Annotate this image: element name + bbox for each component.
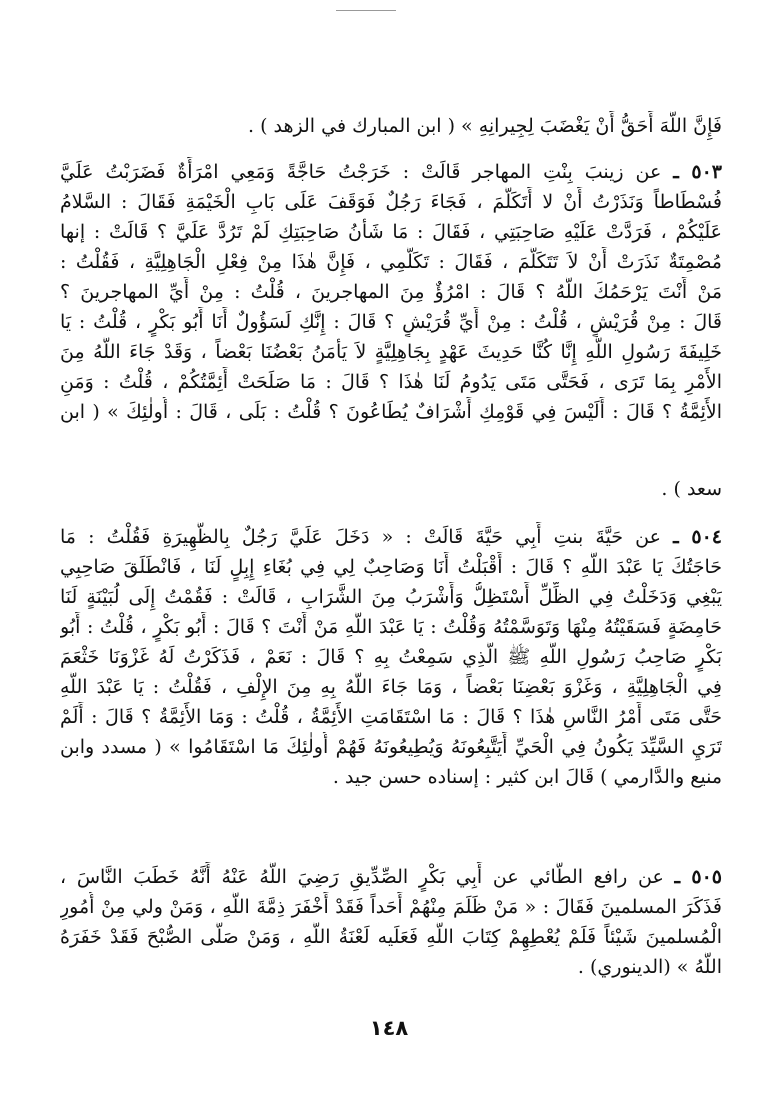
hadith-504-line-4: حَامِضَةٍ فَسَقَيْتُهُ مِنْهَا وَتَوَسَّمْتُهُ وَقُلْتُ : يَا عَبْدَ اللَّهِ مَنْ أَنْتَ ؟ قَالَ : أَبُو بَكْرٍ ، قُلْتُ : أَبُو: [60, 616, 722, 638]
hadith-503-line-9: الأَئِمَّةُ ؟ قَالَ : أَلَيْسَ فِي قَوْمِكِ أَشْرَافٌ يُطَاعُونَ ؟ قُلْتُ : بَلَى ، قَالَ : أُولٰئِكَ » ( ابن: [60, 401, 722, 423]
hadith-503-line-8: الأَمْرِ بِمَا تَرَى ، فَحَتَّى مَتَى يَدُومُ لَنَا هٰذَا ؟ قَالَ : مَا صَلَحَتْ أَئِمَّتُكُمْ ، قُلْتُ : وَمَنِ: [60, 371, 722, 393]
hadith-504-line-9: منيع والدَّارمي ) قَالَ ابن كثير : إسناده حسن جيد .: [332, 766, 722, 788]
page-number: ١٤٨: [369, 1016, 409, 1040]
hadith-504-line-6: فِي الْجَاهِلِيَّةِ ، وَغَزْوَ بَعْضِنَا بَعْضاً ، وَمَا جَاءَ اللَّهُ بِهِ مِنَ الإِلْفِ ، فَقُلْتُ : يَا عَبْدَ اللَّهِ: [60, 676, 722, 698]
hadith-504-line-2: حَاجَتُكَ يَا عَبْدَ اللَّهِ ؟ قَالَ : أَقْبَلْتُ أَنَا وَصَاحِبٌ لِي فِي بُغَاءِ إِبِلٍ لَنَا ، فَانْطَلَقَ صَاحِبِي: [60, 556, 722, 578]
hadith-504-number: ٥٠٤ ـ: [673, 526, 722, 548]
hadith-505-line-3: الْمُسلمينَ شَيْئاً فَلَمْ يُعْطِهِمْ كِتَابَ اللَّهِ فَعَلَيه لَعْنَةُ اللَّهِ ، وَمَنْ صَلَّى الصُّبْحَ فَقَدْ خَفَرَهُ: [60, 926, 722, 948]
hadith-504-line-7: حَتَّى مَتَى أَمْرُ النَّاسِ هٰذَا ؟ قَالَ : مَا اسْتَقَامَتِ الأَئِمَّةُ ، قُلْتُ : وَمَا الأَئِمَّةُ ؟ قَالَ : أَلَمْ: [60, 706, 722, 728]
hadith-503-line-1: ٥٠٣ ـ عن زينبَ بِنْتِ المهاجر قَالَتْ : خَرَجْتُ حَاجَّةً وَمَعِي امْرَأَةٌ فَضَرَبْتُ عَلَيَّ: [60, 161, 722, 183]
hadith-504-line-8: تَرَيِ السَّيِّدَ يَكُونُ فِي الْحَيِّ أَيَتَّبِعُونَهُ وَيُطِيعُونَهُ فَهُمْ أُولٰئِكَ مَا اسْتَقَامُوا » ( مسدد وابن: [60, 736, 722, 758]
opening-line: فَإِنَّ اللَّهَ أَحَقُّ أَنْ يَغْضَبَ لِجِيرانِهِ » ( ابن المبارك في الزهد ) .: [248, 115, 722, 137]
hadith-503-line-5: مَنْ أَنْتَ يَرْحَمُكَ اللَّهُ ؟ قَالَ : امْرُؤٌ مِنَ المهاجرينَ ، قُلْتُ : مِنْ أَيِّ المهاجرينَ ؟: [60, 281, 722, 303]
hadith-503-number: ٥٠٣ ـ: [673, 161, 722, 183]
hadith-503-line-7: خَلِيفَةَ رَسُولِ اللَّهِ إِنَّا كُنَّا حَدِيثَ عَهْدٍ بِجَاهِلِيَّةٍ لاَ يَأْمَنُ بَعْضُنَا بَعْضاً ، وَقَدْ جَاءَ اللَّهُ مِنَ: [60, 341, 722, 363]
hadith-504-line-5: بَكْرٍ صَاحِبُ رَسُولِ اللَّهِ ﷺ الَّذِي سَمِعْتُ بِهِ ؟ قَالَ : نَعَمْ ، فَذَكَرْتُ لَهُ غَزْوَنَا خَثْعَمَ: [60, 646, 722, 668]
hadith-505-number: ٥٠٥ ـ: [674, 866, 722, 888]
hadith-504-line-3: يَبْغِي وَدَخَلْتُ فِي الظِّلِّ أَسْتَظِلُّ وَأَشْرَبُ مِنَ الشَّرَابِ ، قَالَتْ : فَقُمْتُ إِلَى لُبَيْنَةٍ لَنَا: [60, 586, 722, 608]
hadith-504-line-1: ٥٠٤ ـ عن حَيَّةَ بنتِ أَبِي حَيَّةَ قَالَتْ : « دَخَلَ عَلَيَّ رَجُلٌ بِالظَّهِيرَةِ فَقُلْتُ : مَا: [60, 526, 722, 548]
hadith-503-line-3: عَلَيْكُمْ ، فَرَدَّتْ عَلَيْهِ صَاحِبَتِي ، فَقَالَ : مَا شَأْنُ صَاحِبَتِكِ لَمْ تَرُدَّ عَلَيَّ ؟ قَالَتْ : إنها: [60, 221, 722, 243]
hadith-503-line-10: سعد ) .: [661, 478, 722, 500]
page-top-mark: [336, 0, 396, 11]
hadith-503-line-2: فُسْطَاطاً وَنَذَرْتُ أَنْ لا أَتَكَلَّمَ ، فَجَاءَ رَجُلٌ فَوَقَفَ عَلَى بَابِ الْخَيْمَةِ فَقَالَ : السَّلامُ: [60, 191, 722, 213]
hadith-503-line-6: قَالَ : مِنْ قُرَيْشٍ ، قُلْتُ : مِنْ أَيِّ قُرَيْشٍ ؟ قَالَ : إِنَّكِ لَسَؤُولٌ أَنَا أَبُو بَكْرٍ ، قُلْتُ : يَا: [60, 311, 722, 333]
hadith-505-line-1: ٥٠٥ ـ عن رافع الطَّائي عن أَبِي بَكْرٍ الصِّدِّيقِ رَضِيَ اللَّهُ عَنْهُ أَنَّهُ خَطَبَ النَّاسَ ،: [60, 866, 722, 888]
hadith-505-line-4: اللَّهُ » (الدينوري) .: [577, 956, 722, 978]
hadith-503-line-4: مُصْمِتَةٌ نَذَرَتْ أَنْ لاَ تَتَكَلَّمَ ، فَقَالَ : تَكَلَّمِي ، فَإِنَّ هٰذَا مِنْ فِعْلِ الْجَاهِلِيَّةِ ، فَقُلْتُ :: [60, 251, 722, 273]
hadith-505-line-2: فَذَكَرَ المسلمينَ فَقَالَ : « مَنْ ظَلَمَ مِنْهُمْ أَحَداً فَقَدْ أَخْفَرَ ذِمَّةَ اللَّهِ ، وَمَنْ ولي مِنْ أُمُورِ: [60, 896, 722, 918]
